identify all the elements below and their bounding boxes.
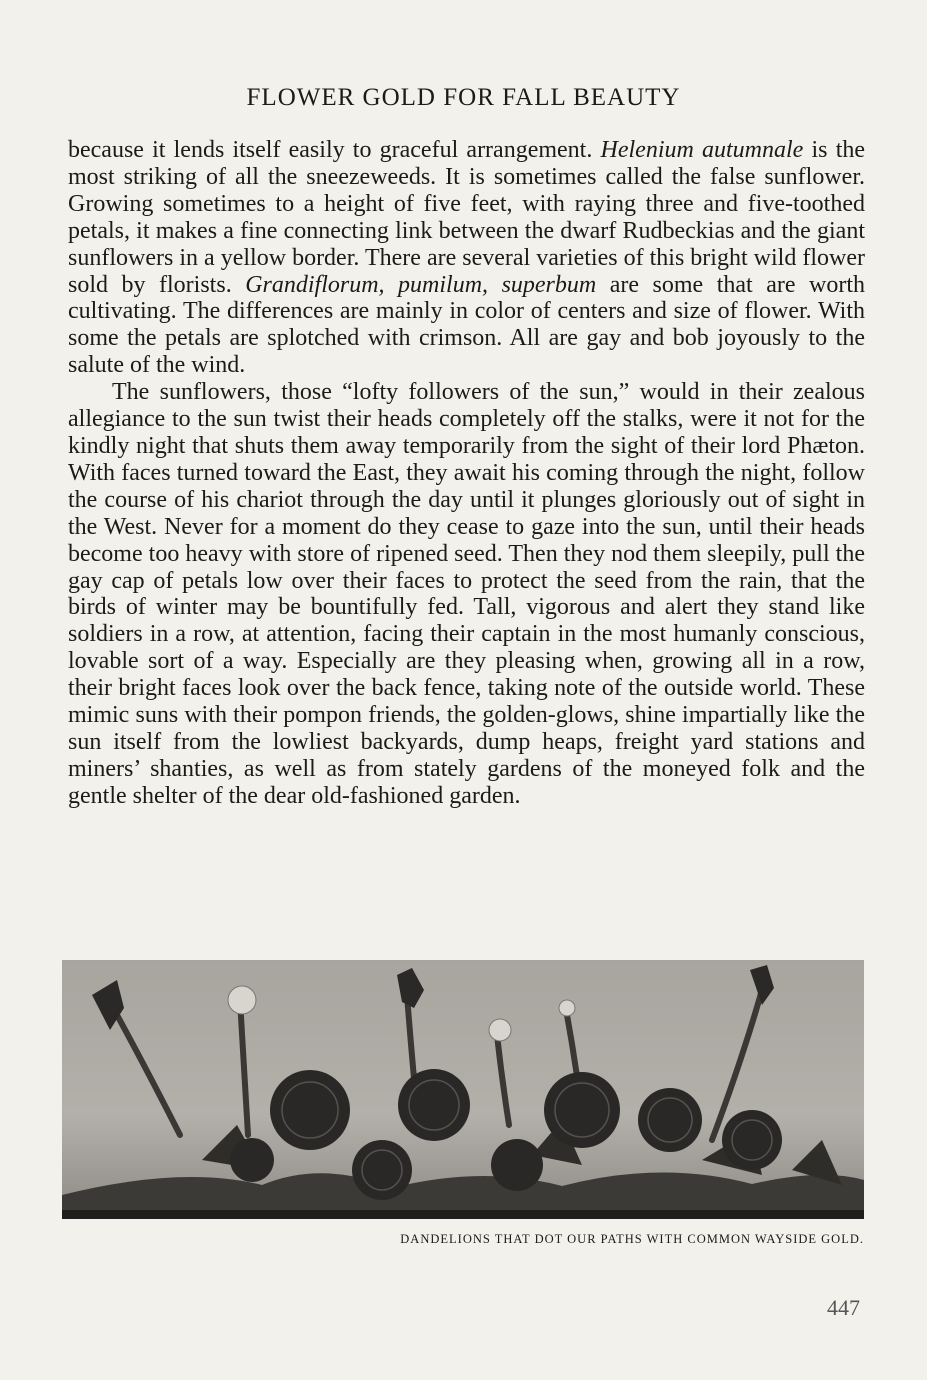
figure-caption: DANDELIONS THAT DOT OUR PATHS WITH COMMON WAYSIDE GOLD. [400,1232,864,1246]
paragraph-1 [68,137,865,379]
paragraph-1-italic-varieties: Grandiflorum, pumilum, superbum [245,271,597,298]
paragraph-1-part-a: because it lends itself easily to graceful arrangement. [68,137,601,163]
paragraph-1-part-e: are some that are worth cultivating. The differences are mainly in color of centers and size of flower. With some the petals are splotched with crimson. All are gay and bob joyously to the salute of the wind. [68,271,866,379]
paragraph-1-part-c: is the most striking of all the sneezeweeds. It is sometimes called the false sunflower. Growing sometimes to a height of five feet, with raying three and five-toothed petals, it makes a fine connecting link between the dwarf Rudbeckias and the giant sunflowers in a yellow border. There are several varieties of this bright wild flower sold by florists. [68,137,866,298]
body-text [68,137,865,810]
dandelion-photograph [62,960,864,1219]
page-number: 447 [827,1295,860,1320]
running-head: FLOWER GOLD FOR FALL BEAUTY [246,84,681,111]
paragraph-1-italic-species: Helenium autumnale [600,137,804,163]
paragraph-2: The sunflowers, those “lofty followers of the sun,” would in their zealous allegiance to the sun twist their heads completely off the stalks, were it not for the kindly night that shuts them away temporarily from the sight of their lord Phæton. With faces turned toward the East, they await his coming through the night, follow the course of his chariot through the day until it plunges gloriously out of sight in the West. Never for a moment do they cease to gaze into the sun, until their heads become too heavy with store of ripened seed. Then they nod them sleepily, pull the gay cap of petals low over their faces to protect the seed from the rain, that the birds of winter may be bountifully fed. Tall, vigorous and alert they stand like soldiers in a row, at attention, facing their captain in the most humanly conscious, lovable sort of a way. Especially are they pleasing when, growing all in a row, their bright faces look over the back fence, taking note of the outside world. These mimic suns with their pompon friends, the golden-glows, shine impartially like the sun itself from the lowliest backyards, dump heaps, freight yard stations and miners’ shanties, as well as from stately gardens of the moneyed folk and the gentle shelter of the dear old-fashioned garden. [68,379,865,809]
dandelion-photo-illustration [62,960,864,1219]
